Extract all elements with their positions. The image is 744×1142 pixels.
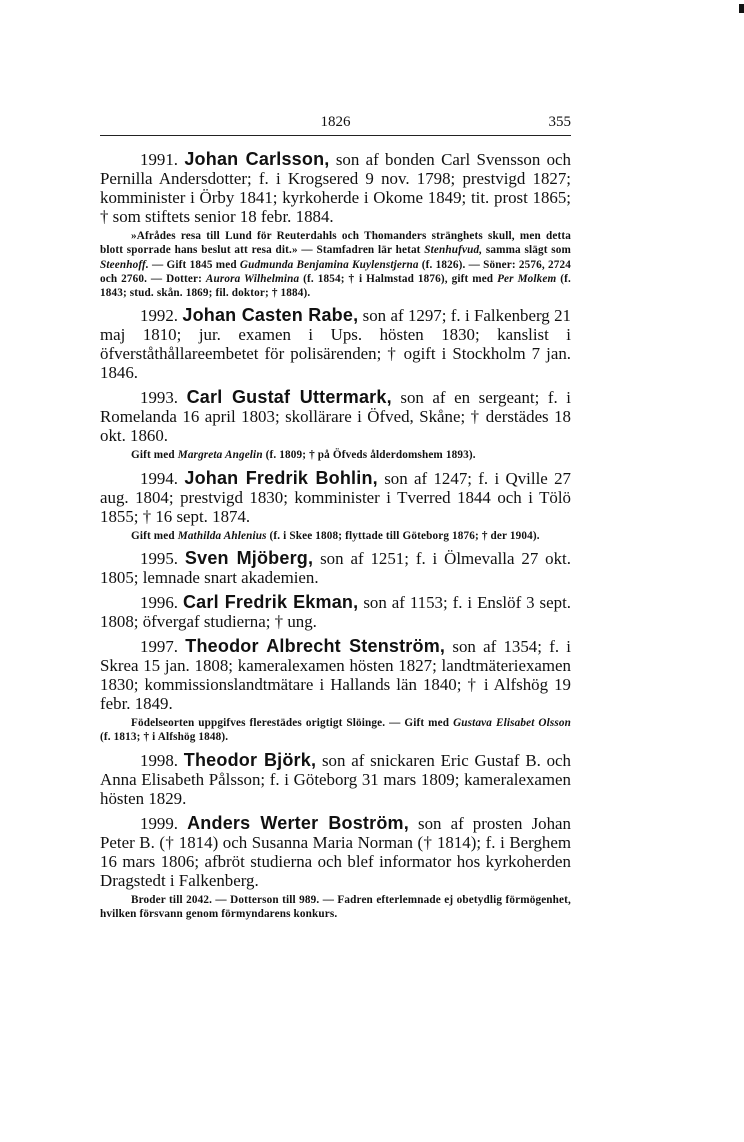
entry-body: son af 1153; f. i Enslöf 3 sept. 1808; öfvergaf studierna; † ung. [100,593,571,632]
entry-name: Theodor Albrecht Stenström, [185,636,446,657]
entry-list [100,150,571,921]
note-text: Gift med [131,529,178,542]
entry-name: Johan Carlsson, [184,149,330,169]
entry-number: 1994. [140,468,179,488]
entry-body: son af en sergeant; f. i Romelanda 16 april 1803; skollärare i Öfved, Skåne; † derstädes 18 okt. 1860. [100,388,571,446]
entry-note [100,893,571,922]
entry-number: 1998. [140,750,179,770]
entry-name: Theodor Björk, [183,749,317,770]
entry-number: 1993. [140,388,179,408]
note-text: (f. 1813; † i Alfshög 1848). [100,731,229,744]
entry-body: son af 1297; f. i Falkenberg 21 maj 1810; jur. examen i Ups. hösten 1830; kanslist i öfverståthållareembetet för polisärenden; † ogift i Stockholm 7 jan. 1846. [100,306,571,383]
entry-text [100,469,571,526]
entry-1994 [100,469,571,543]
running-head [100,113,571,136]
entry-text [100,814,571,890]
entry-text [100,593,571,631]
entry-1997 [100,637,571,745]
entry-text [100,150,571,226]
entry-text [100,306,571,382]
note-name-italic: Margreta Angelin [177,449,263,462]
note-text: (f. 1809; † på Öfveds ålderdomshem 1893). [262,449,476,462]
entry-name: Carl Gustaf Uttermark, [186,387,392,408]
entry-name: Johan Fredrik Bohlin, [184,467,378,488]
entry-text [100,751,571,808]
note-name-italic: Gustava Elisabet Olsson [453,717,572,730]
entry-note [100,448,571,462]
entry-1998 [100,751,571,808]
entry-number: 1992. [140,306,179,326]
note-text: (f. 1854; † i Halmstad 1876), gift med [299,272,498,285]
note-text: Gift med [131,449,178,462]
entry-1991 [100,150,571,300]
note-text: (f. 1826). — Söner: 2576, 2724 och 2760. — Dotter: [100,258,571,285]
book-page [100,113,571,927]
note-name-italic: Stenhufvud, [424,244,483,257]
note-text: — Gift 1845 med [148,258,240,271]
entry-body: son af 1354; f. i Skrea 15 jan. 1808; kameralexamen hösten 1827; landtmäteriexamen 1830; kommissionslandtmätare i Hallands län 1840; † i Alfshög 19 febr. 1849. [100,637,571,714]
entry-body: son af prosten Johan Peter B. († 1814) och Susanna Maria Norman († 1814); f. i Berghem 16 mars 1806; afbröt studierna och blef informator hos kyrkoherden Dragstedt i Falkenberg. [100,813,571,890]
entry-number: 1991. [140,150,179,169]
entry-number: 1996. [140,593,179,613]
scan-edge-mark [739,4,744,13]
entry-name: Carl Fredrik Ekman, [182,592,359,613]
note-text: samma slägt som [482,244,571,257]
entry-text [100,549,571,587]
entry-note [100,529,571,543]
entry-1996 [100,593,571,631]
note-name-italic: Steenhoff. [100,258,149,271]
entry-body: son af 1251; f. i Ölmevalla 27 okt. 1805; lemnade snart akademien. [100,549,571,588]
entry-name: Anders Werter Boström, [187,812,409,833]
entry-text [100,388,571,445]
note-name-italic: Mathilda Ahlenius [177,529,267,542]
note-name-italic: Gudmunda Benjamina Kuylenstjerna [239,258,419,271]
entry-number: 1997. [140,637,179,657]
entry-note [100,716,571,745]
entry-note [100,229,571,300]
note-name-italic: Aurora Wilhelmina [205,272,300,285]
entry-1995 [100,549,571,587]
entry-1993 [100,388,571,462]
entry-number: 1995. [140,549,179,569]
entry-body: son af 1247; f. i Qville 27 aug. 1804; prestvigd 1830; komminister i Tverred 1844 och i Tölö 1855; † 16 sept. 1874. [100,468,571,526]
entry-name: Sven Mjöberg, [184,548,314,569]
page-number: 355 [548,114,571,130]
entry-name: Johan Casten Rabe, [182,305,359,326]
note-name-italic: Per Molkem [497,272,557,285]
note-text: »Afrådes resa till Lund för Reuterdahls och Thomanders stränghets skull, men detta blott sporrade hans beslut att resa dit.» — Stamfadren lär hetat [100,230,571,257]
entry-body: son af snickaren Eric Gustaf B. och Anna Elisabeth Pålsson; f. i Göteborg 31 mars 1809; kameralexamen hösten 1829. [100,750,571,808]
entry-1999 [100,814,571,922]
entry-body: son af bonden Carl Svensson och Pernilla Andersdotter; f. i Krogsered 9 nov. 1798; prestvigd 1827; komminister i Örby 1841; kyrkoherde i Okome 1849; tit. prost 1865; † som stiftets senior 18 febr. 1884. [100,150,571,226]
note-text: (f. i Skee 1808; flyttade till Göteborg 1876; † der 1904). [266,529,540,542]
entry-1992 [100,306,571,382]
entry-number: 1999. [140,813,179,833]
header-year: 1826 [320,114,351,130]
note-text: Födelseorten uppgifves flerestädes origtigt Slöinge. — Gift med [131,717,454,730]
note-text: (f. 1843; stud. skån. 1869; fil. doktor; † 1884). [100,272,571,300]
note-text: Broder till 2042. — Dotterson till 989. — Fadren efterlemnade ej obetydlig förmögenhet, hvilken försvann genom förmyndarens konkurs. [100,893,571,920]
entry-text [100,637,571,713]
